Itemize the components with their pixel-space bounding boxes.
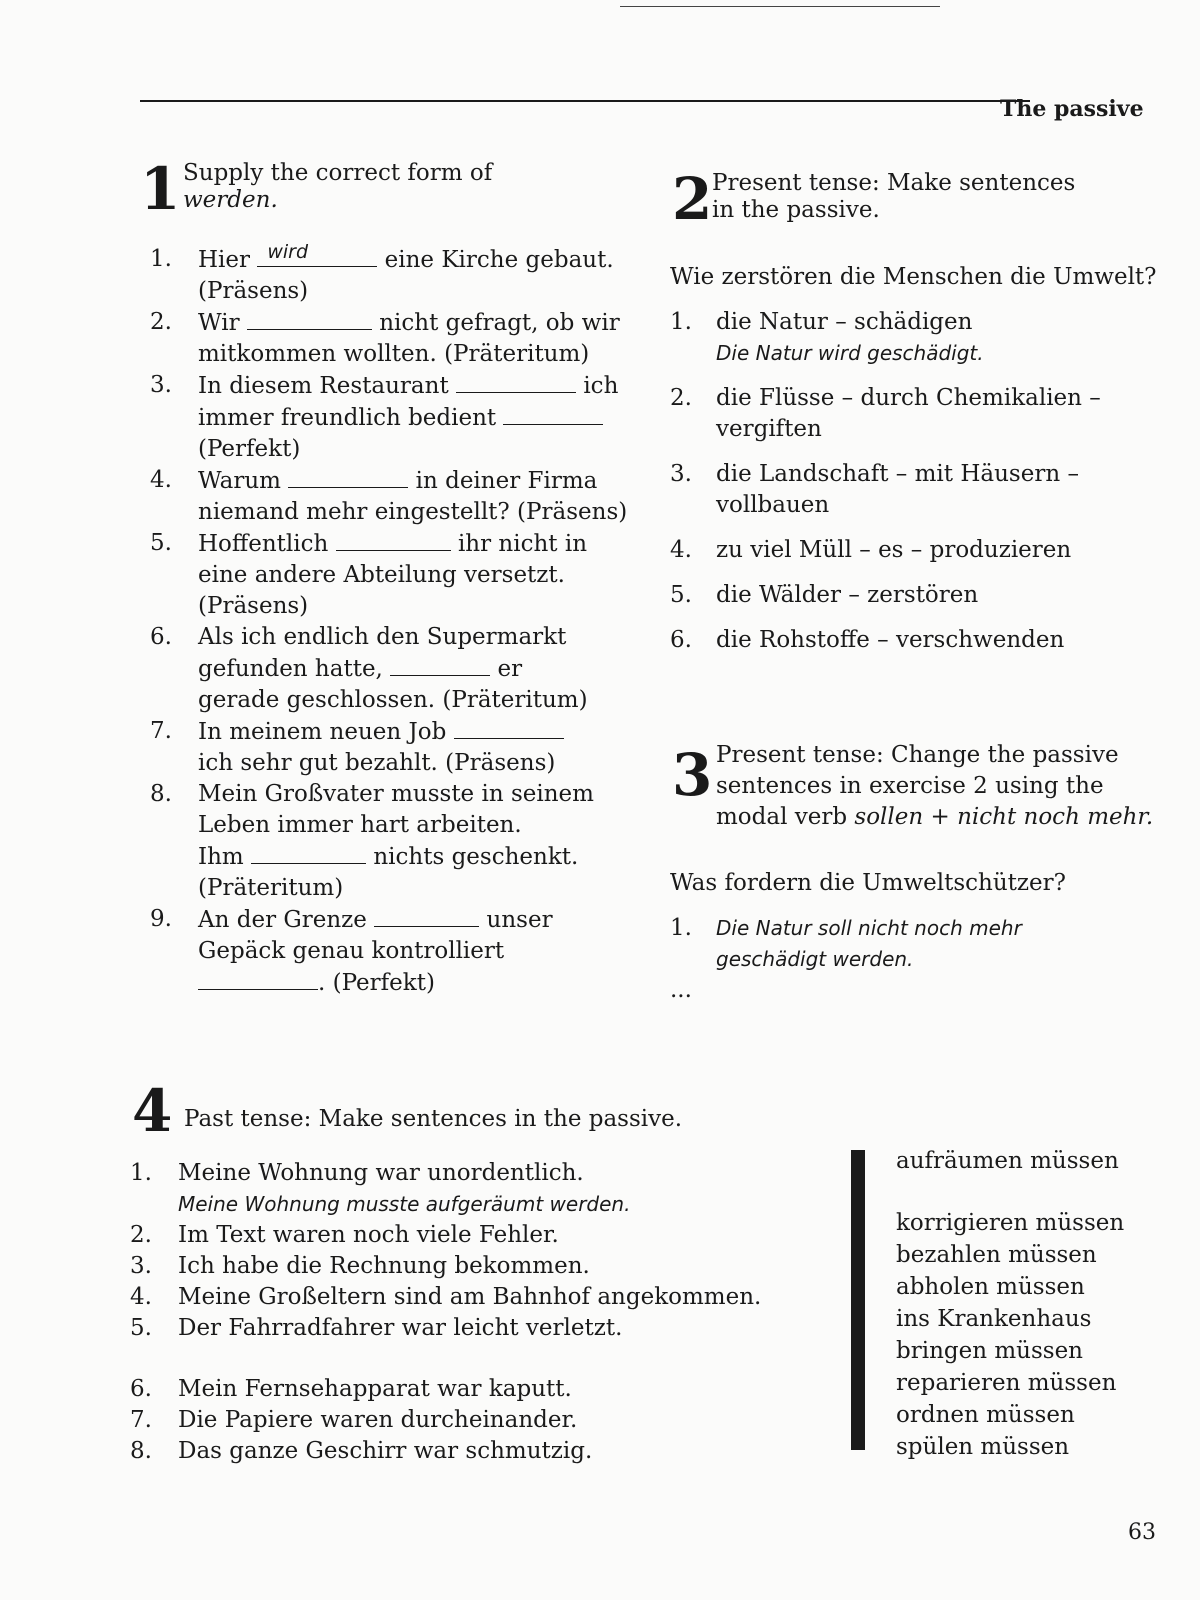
item-text: eine andere Abteilung versetzt. [198,562,565,588]
item-text: Im Text waren noch viele Fehler. [178,1222,559,1248]
item-text: ihr nicht in [457,531,588,557]
list-item [670,913,1170,975]
exercise-2-number: 2 [672,165,713,233]
exercise-1-number: 1 [140,155,181,223]
list-item [670,307,1170,369]
word-box-bar [851,1150,865,1450]
word-box-gap [896,1177,1124,1207]
exercise-3-instruction [716,740,1186,833]
answer-fill: wird [267,241,309,263]
list-item [130,1405,830,1436]
item-text: eine Kirche gebaut. [384,247,614,273]
word-box-item: reparieren müssen [896,1370,1117,1396]
list-item [130,1251,830,1282]
list-item [670,535,1170,566]
page-number: 63 [1128,1520,1156,1545]
item-text: An der Grenze [198,907,367,933]
item-text: Die Papiere waren durcheinander. [178,1407,578,1433]
answer-blank[interactable] [247,307,372,330]
item-text: In diesem Restaurant [198,373,449,399]
instruction-line [716,802,1186,833]
item-number: 4. [130,1284,152,1310]
item-number: 5. [150,530,172,556]
list-item [670,580,1170,611]
item-text: die Landschaft – mit Häusern – [716,461,1079,487]
item-text: Leben immer hart arbeiten. [198,812,522,838]
item-number: 8. [150,781,172,807]
item-number: 8. [130,1438,152,1464]
answer-blank[interactable] [288,465,408,488]
item-text: ich [583,373,619,399]
item-number: 7. [150,718,172,744]
instruction-line: werden. [183,187,278,213]
item-text: mitkommen wollten. (Präteritum) [198,341,590,367]
example-answer: Meine Wohnung musste aufgeräumt werden. [178,1192,631,1216]
item-text: die Rohstoffe – verschwenden [716,627,1065,653]
item-number: 5. [670,582,692,608]
exercise-4-items [130,1158,830,1467]
exercise-1-items [140,241,640,999]
item-text: gefunden hatte, [198,656,383,682]
item-number: 3. [130,1253,152,1279]
item-text: nichts geschenkt. [373,844,579,870]
instruction-line: Supply the correct form of [183,160,493,186]
list-item [130,1220,830,1251]
example-answer: Die Natur soll nicht noch mehr [716,916,1022,940]
item-text: Ihm [198,844,244,870]
list-item [140,779,640,904]
item-text: nicht gefragt, ob wir [379,310,620,336]
item-text: unser [486,907,553,933]
exercise-3-number: 3 [672,741,713,809]
item-number: 4. [150,467,172,493]
instruction-line: Present tense: Change the passive [716,742,1119,768]
answer-blank[interactable] [251,841,366,864]
answer-blank[interactable] [198,967,318,990]
item-number: 1. [130,1160,152,1186]
item-number: 9. [150,906,172,932]
item-text: Wir [198,310,240,336]
item-number: 7. [130,1407,152,1433]
answer-blank[interactable] [336,528,451,551]
item-number: 1. [150,246,172,272]
item-text: Der Fahrradfahrer war leicht verletzt. [178,1315,623,1341]
item-text: niemand mehr eingestellt? (Präsens) [198,499,628,525]
item-text: zu viel Müll – es – produzieren [716,537,1072,563]
list-item [140,716,640,779]
exercise-3-body [670,868,1170,1006]
item-text: er [497,656,523,682]
instruction-line: Present tense: Make sentences [712,170,1076,196]
item-text: Warum [198,468,281,494]
header-rule [140,100,1030,102]
list-item [670,459,1170,521]
item-text: vergiften [716,416,822,442]
item-text: vollbauen [716,492,830,518]
example-answer: Die Natur wird geschädigt. [716,341,984,365]
item-number: 6. [130,1376,152,1402]
item-text: (Präteritum) [198,875,344,901]
item-text: Das ganze Geschirr war schmutzig. [178,1438,593,1464]
instruction-text: sollen [854,804,924,830]
list-item [140,528,640,622]
item-text: (Präsens) [198,593,309,619]
instruction-text: nicht noch mehr. [957,804,1154,830]
item-number: 2. [130,1222,152,1248]
list-item [140,904,640,999]
item-text: in deiner Firma [415,468,598,494]
top-scan-line [620,6,940,7]
item-number: 6. [150,624,172,650]
list-item [140,370,640,465]
list-item [130,1313,830,1344]
item-text: (Präsens) [198,278,309,304]
item-text: Mein Fernsehapparat war kaputt. [178,1376,572,1402]
item-number: 4. [670,537,692,563]
instruction-line: in the passive. [712,197,880,223]
page-header-title: The passive [1000,96,1144,122]
item-number: 2. [150,309,172,335]
list-item [670,383,1170,445]
answer-blank[interactable] [374,904,479,927]
list-item [670,625,1170,656]
item-text: (Perfekt) [198,436,301,462]
exercise-question: Wie zerstören die Menschen die Umwelt? [670,264,1157,290]
instruction-text: modal verb [716,804,855,830]
item-number: 3. [670,461,692,487]
word-box-item: bringen müssen [896,1338,1083,1364]
word-box-item: ins Krankenhaus [896,1306,1092,1332]
list-item [130,1282,830,1313]
list-item [130,1436,830,1467]
word-box-item: korrigieren müssen [896,1210,1125,1236]
word-box [896,1145,1124,1463]
item-text: Gepäck genau kontrolliert [198,938,505,964]
item-text: Als ich endlich den Supermarkt [198,624,567,650]
exercise-question: Was fordern die Umweltschützer? [670,870,1066,896]
exercise-2-body [670,262,1170,656]
item-number: 3. [150,372,172,398]
word-box-item: ordnen müssen [896,1402,1075,1428]
item-text: ich sehr gut bezahlt. (Präsens) [198,750,556,776]
answer-blank[interactable] [454,716,564,739]
item-text: . (Perfekt) [318,970,435,996]
list-item [140,241,640,307]
word-box-item: aufräumen müssen [896,1148,1119,1174]
item-text: gerade geschlossen. (Präteritum) [198,687,588,713]
instruction-line: sentences in exercise 2 using the [716,773,1104,799]
exercise-4-instruction: Past tense: Make sentences in the passive. [184,1106,683,1132]
exercise-4-number: 4 [132,1077,173,1145]
item-text: Hier [198,247,251,273]
list-item [140,465,640,528]
item-text: Meine Großeltern sind am Bahnhof angekommen. [178,1284,762,1310]
word-box-item: bezahlen müssen [896,1242,1097,1268]
answer-blank[interactable] [257,241,377,267]
list-item [130,1158,830,1220]
answer-blank[interactable] [390,653,490,676]
item-text: Ich habe die Rechnung bekommen. [178,1253,590,1279]
ellipsis: ... [670,977,692,1003]
item-text: In meinem neuen Job [198,719,447,745]
item-text: immer freundlich bedient [198,405,497,431]
exercise-2-instruction [712,170,1142,224]
list-item [140,307,640,370]
word-box-item: spülen müssen [896,1434,1070,1460]
item-number: 1. [670,309,692,335]
item-text: Meine Wohnung war unordentlich. [178,1160,584,1186]
list-item [130,1374,830,1405]
word-box-item: abholen müssen [896,1274,1085,1300]
item-number: 2. [670,385,692,411]
item-text: Hoffentlich [198,531,329,557]
item-text: die Flüsse – durch Chemikalien – [716,385,1101,411]
item-text: Mein Großvater musste in seinem [198,781,594,807]
item-number: 1. [670,915,692,941]
example-answer: geschädigt werden. [716,947,914,971]
list-item [140,622,640,716]
answer-blank[interactable] [456,370,576,393]
item-number: 5. [130,1315,152,1341]
exercise-1-instruction [183,160,583,214]
item-number: 6. [670,627,692,653]
item-text: die Natur – schädigen [716,309,973,335]
answer-blank[interactable] [503,402,603,425]
item-text: die Wälder – zerstören [716,582,979,608]
instruction-text: + [923,804,958,830]
